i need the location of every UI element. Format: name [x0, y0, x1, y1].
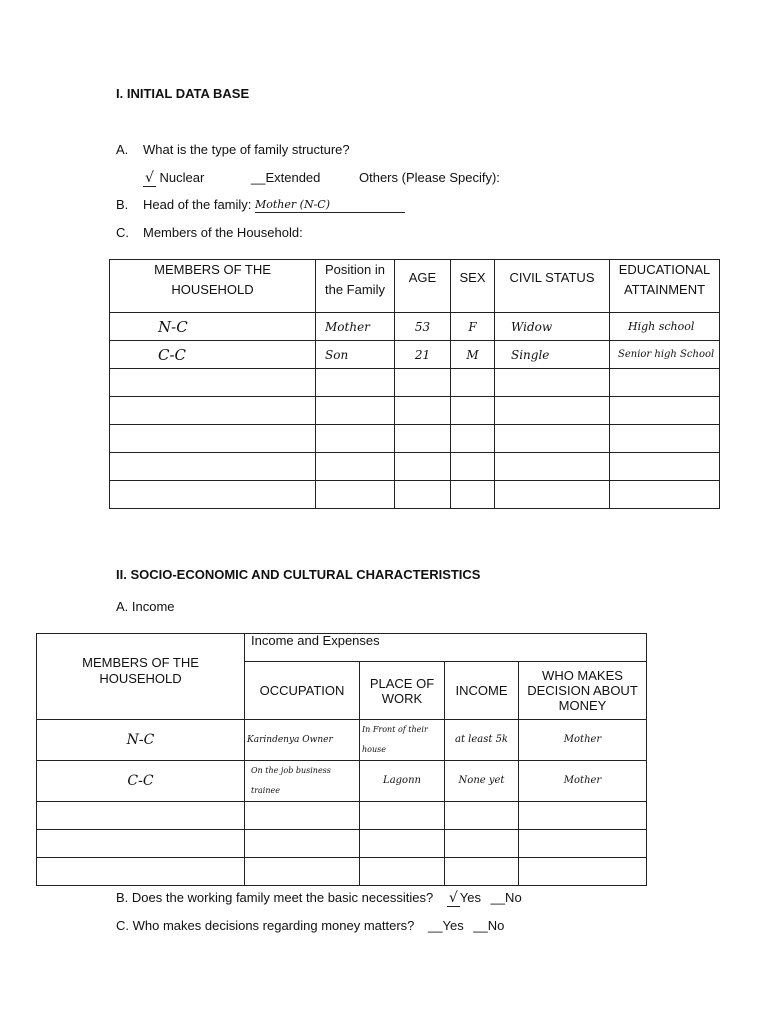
member-cell: C-C	[110, 341, 316, 369]
header-occupation: OCCUPATION	[245, 662, 360, 720]
question-b-text: Head of the family:	[143, 197, 252, 212]
header-members: MEMBERS OF THE HOUSEHOLD	[110, 260, 316, 313]
empty-table-row	[110, 397, 720, 425]
civil-status-cell: Single	[495, 341, 610, 369]
income-cell: at least 5k	[445, 720, 519, 761]
education-cell: High school	[610, 313, 720, 341]
no-label: __No	[473, 918, 505, 933]
header-civil-status: CIVIL STATUS	[495, 260, 610, 313]
empty-table-row	[37, 830, 647, 858]
section-2-title: II. SOCIO-ECONOMIC AND CULTURAL CHARACTERISTICS	[116, 567, 481, 582]
yes-label: Yes	[459, 890, 481, 905]
table-row	[110, 341, 720, 369]
position-cell: Son	[316, 341, 395, 369]
yes-check-mark: √	[448, 890, 458, 906]
place-cell: Lagonn	[360, 761, 445, 802]
question-c-text: Members of the Household:	[143, 225, 303, 240]
question-b-letter: B.	[116, 197, 129, 212]
basic-necessities-question	[116, 890, 522, 907]
income-subheading: A. Income	[116, 599, 175, 614]
member-cell: N-C	[110, 313, 316, 341]
occupation-cell: Karindenya Owner	[245, 720, 360, 761]
section-1-title: I. INITIAL DATA BASE	[116, 86, 250, 101]
income-table-header-row-1	[37, 634, 647, 662]
question-a-letter: A.	[116, 142, 129, 157]
who-cell: Mother	[519, 720, 647, 761]
header-position: Position in the Family	[316, 260, 395, 313]
nuclear-label: Nuclear	[159, 170, 205, 185]
others-option: Others (Please Specify):	[359, 170, 500, 185]
money-decisions-text: C. Who makes decisions regarding money matters?	[116, 918, 415, 933]
member-cell: C-C	[37, 761, 245, 802]
header-income-expenses: Income and Expenses	[245, 634, 647, 662]
yes-label: __Yes	[428, 918, 464, 933]
question-c-letter: C.	[116, 225, 129, 240]
extended-option: __Extended	[251, 170, 321, 185]
civil-status-cell: Widow	[495, 313, 610, 341]
header-place-of-work: PLACE OF WORK	[360, 662, 445, 720]
position-cell: Mother	[316, 313, 395, 341]
household-table-header-row	[110, 260, 720, 313]
place-cell: In Front of their house	[360, 720, 445, 761]
empty-table-row	[110, 481, 720, 509]
education-cell: Senior high School	[610, 341, 720, 369]
question-a-text: What is the type of family structure?	[143, 142, 350, 157]
head-of-family-answer-line	[255, 196, 405, 213]
sex-cell: M	[451, 341, 495, 369]
empty-table-row	[37, 802, 647, 830]
empty-table-row	[110, 369, 720, 397]
header-income: INCOME	[445, 662, 519, 720]
header-age: AGE	[395, 260, 451, 313]
who-cell: Mother	[519, 761, 647, 802]
sex-cell: F	[451, 313, 495, 341]
income-table	[36, 633, 647, 886]
empty-table-row	[110, 425, 720, 453]
header-who-makes-decision: WHO MAKES DECISION ABOUT MONEY	[519, 662, 647, 720]
header-sex: SEX	[451, 260, 495, 313]
household-members-table	[109, 259, 720, 509]
occupation-cell: On the job business trainee	[245, 761, 360, 802]
money-decisions-question	[116, 918, 504, 933]
empty-table-row	[110, 453, 720, 481]
income-cell: None yet	[445, 761, 519, 802]
age-cell: 21	[395, 341, 451, 369]
header-members: MEMBERS OF THE HOUSEHOLD	[37, 634, 245, 720]
header-educational-attainment: EDUCATIONAL ATTAINMENT	[610, 260, 720, 313]
member-cell: N-C	[37, 720, 245, 761]
age-cell: 53	[395, 313, 451, 341]
nuclear-option	[143, 170, 204, 187]
basic-necessities-text: B. Does the working family meet the basic necessities?	[116, 890, 434, 905]
table-row	[37, 761, 647, 802]
no-label: __No	[490, 890, 522, 905]
nuclear-check-mark: √	[145, 170, 154, 186]
table-row	[37, 720, 647, 761]
empty-table-row	[37, 858, 647, 886]
table-row	[110, 313, 720, 341]
head-of-family-answer: Mother (N-C)	[255, 198, 330, 211]
